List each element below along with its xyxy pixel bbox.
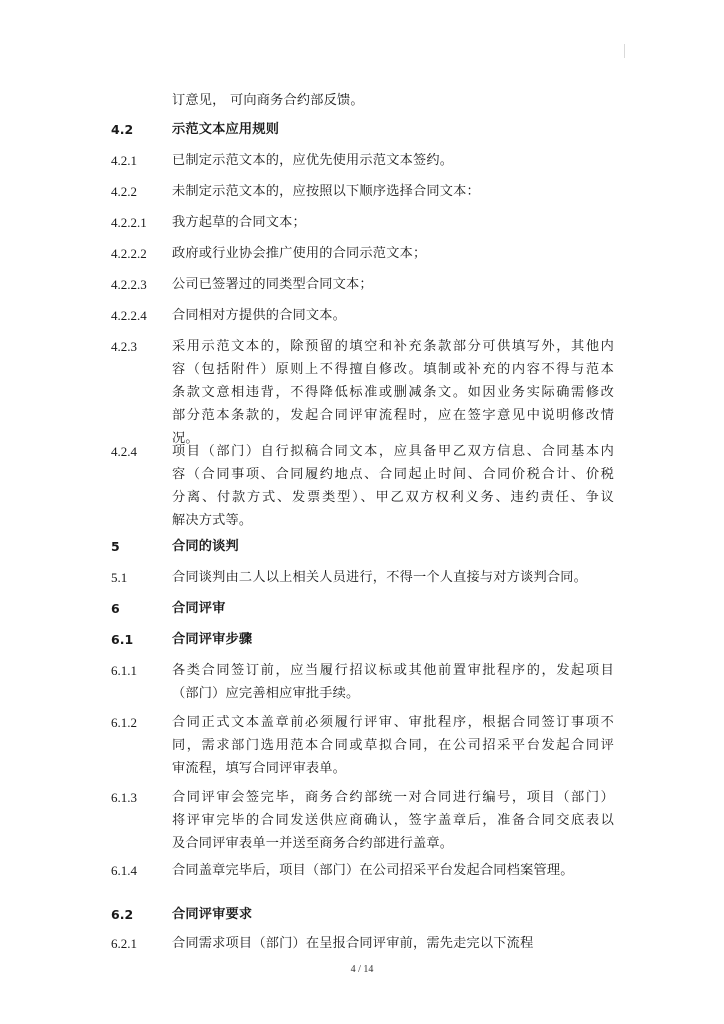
clause-text-line: 部分范本条款的，发起合同评审流程时，应在签字意见中说明修改情 (172, 408, 614, 423)
margin-mark (624, 44, 625, 58)
clause-text (172, 335, 614, 450)
clause-text-line: 及合同评审表单一并送至商务合约部进行盖章。 (172, 836, 454, 851)
clause-text (172, 180, 614, 203)
clause-text-line: 采用示范文本的，除预留的填空和补充条款部分可供填写外，其他内 (172, 339, 614, 354)
clause-number: 4.2.2 (111, 184, 137, 199)
clause-number: 6.2.1 (111, 936, 137, 951)
clause-text (172, 659, 614, 705)
clause-heading (172, 535, 614, 558)
clause-text-line: 将评审完毕的合同发送供应商确认，签字盖章后，准备合同交底表以 (172, 813, 614, 828)
clause-number: 4.2.4 (111, 444, 137, 459)
clause-text (172, 211, 614, 234)
clause-number: 4.2.2.4 (111, 308, 147, 323)
clause-number: 6.1.2 (111, 715, 137, 730)
clause-text (172, 440, 614, 532)
clause-text-line: 容（合同事项、合同履约地点、合同起止时间、合同价税合计、价税 (172, 467, 614, 482)
clause-text-line: 合同的谈判 (172, 539, 239, 554)
page-number: 4 / 14 (350, 964, 374, 975)
clause-number: 4.2 (111, 122, 134, 137)
clause-text-line: 同，需求部门选用范本合同或草拟合同，在公司招采平台发起合同评 (172, 738, 614, 753)
continuation-text: 订意见， 可向商务合约部反馈。 (172, 93, 364, 108)
clause-heading (172, 118, 614, 141)
clause-number: 5 (111, 539, 120, 554)
clause-text-line: 合同评审要求 (172, 907, 253, 922)
clause-number: 4.2.1 (111, 153, 137, 168)
clause-text-line: 合同评审步骤 (172, 632, 253, 647)
clause-text (172, 149, 614, 172)
clause-text-line: 分离、付款方式、发票类型）、甲乙双方权利义务、违约责任、争议 (172, 490, 614, 505)
clause-number: 6 (111, 601, 120, 616)
clause-text (172, 273, 614, 296)
clause-text-line: 审流程，填写合同评审表单。 (172, 761, 347, 776)
clause-text-line: 我方起草的合同文本； (172, 215, 306, 230)
clause-text-line: 容（包括附件）原则上不得擅自修改。填制或补充的内容不得与范本 (172, 362, 614, 377)
clause-text (172, 242, 614, 265)
clause-text (172, 711, 614, 780)
clause-text-line: 已制定示范文本的，应优先使用示范文本签约。 (172, 153, 454, 168)
clause-text (172, 566, 614, 589)
clause-text-line: 合同相对方提供的合同文本。 (172, 308, 347, 323)
clause-text-line: 公司已签署过的同类型合同文本； (172, 277, 373, 292)
clause-heading (172, 597, 614, 620)
clause-text-line: 合同盖章完毕后，项目（部门）在公司招采平台发起合同档案管理。 (172, 863, 574, 878)
clause-text-line: 解决方式等。 (172, 513, 253, 528)
clause-heading (172, 903, 614, 926)
clause-text-line: 合同需求项目（部门）在呈报合同评审前，需先走完以下流程 (172, 936, 534, 951)
clause-text-line: 合同评审 (172, 601, 226, 616)
clause-number: 4.2.2.3 (111, 277, 147, 292)
clause-text-line: 况。 (172, 431, 199, 446)
clause-text (172, 786, 614, 855)
clause-text-line: 合同评审会签完毕，商务合约部统一对合同进行编号，项目（部门） (172, 790, 614, 805)
clause-text-line: 合同谈判由二人以上相关人员进行，不得一个人直接与对方谈判合同。 (172, 570, 588, 585)
clause-number: 4.2.2.1 (111, 215, 147, 230)
clause-text-line: 未制定示范文本的，应按照以下顺序选择合同文本： (172, 184, 480, 199)
clause-text-line: 条款文意相违背，不得降低标准或删减条文。如因业务实际确需修改 (172, 385, 614, 400)
clause-text (172, 932, 614, 955)
clause-number: 6.1.4 (111, 863, 137, 878)
clause-number: 4.2.2.2 (111, 246, 147, 261)
clause-number: 4.2.3 (111, 339, 137, 354)
clause-text (172, 304, 614, 327)
clause-text-line: 政府或行业协会推广使用的合同示范文本； (172, 246, 427, 261)
clause-text-line: 合同正式文本盖章前必须履行评审、审批程序，根据合同签订事项不 (172, 715, 614, 730)
clause-text (172, 859, 614, 882)
clause-number: 6.2 (111, 907, 134, 922)
clause-number: 6.1 (111, 632, 134, 647)
clause-number: 6.1.3 (111, 790, 137, 805)
clause-text-line: （部门）应完善相应审批手续。 (172, 686, 360, 701)
clause-text-line: 各类合同签订前，应当履行招议标或其他前置审批程序的，发起项目 (172, 663, 614, 678)
clause-number: 5.1 (111, 570, 128, 585)
clause-text-line: 项目（部门）自行拟稿合同文本，应具备甲乙双方信息、合同基本内 (172, 444, 614, 459)
clause-heading (172, 628, 614, 651)
clause-text-line: 示范文本应用规则 (172, 122, 280, 137)
clause-number: 6.1.1 (111, 663, 137, 678)
